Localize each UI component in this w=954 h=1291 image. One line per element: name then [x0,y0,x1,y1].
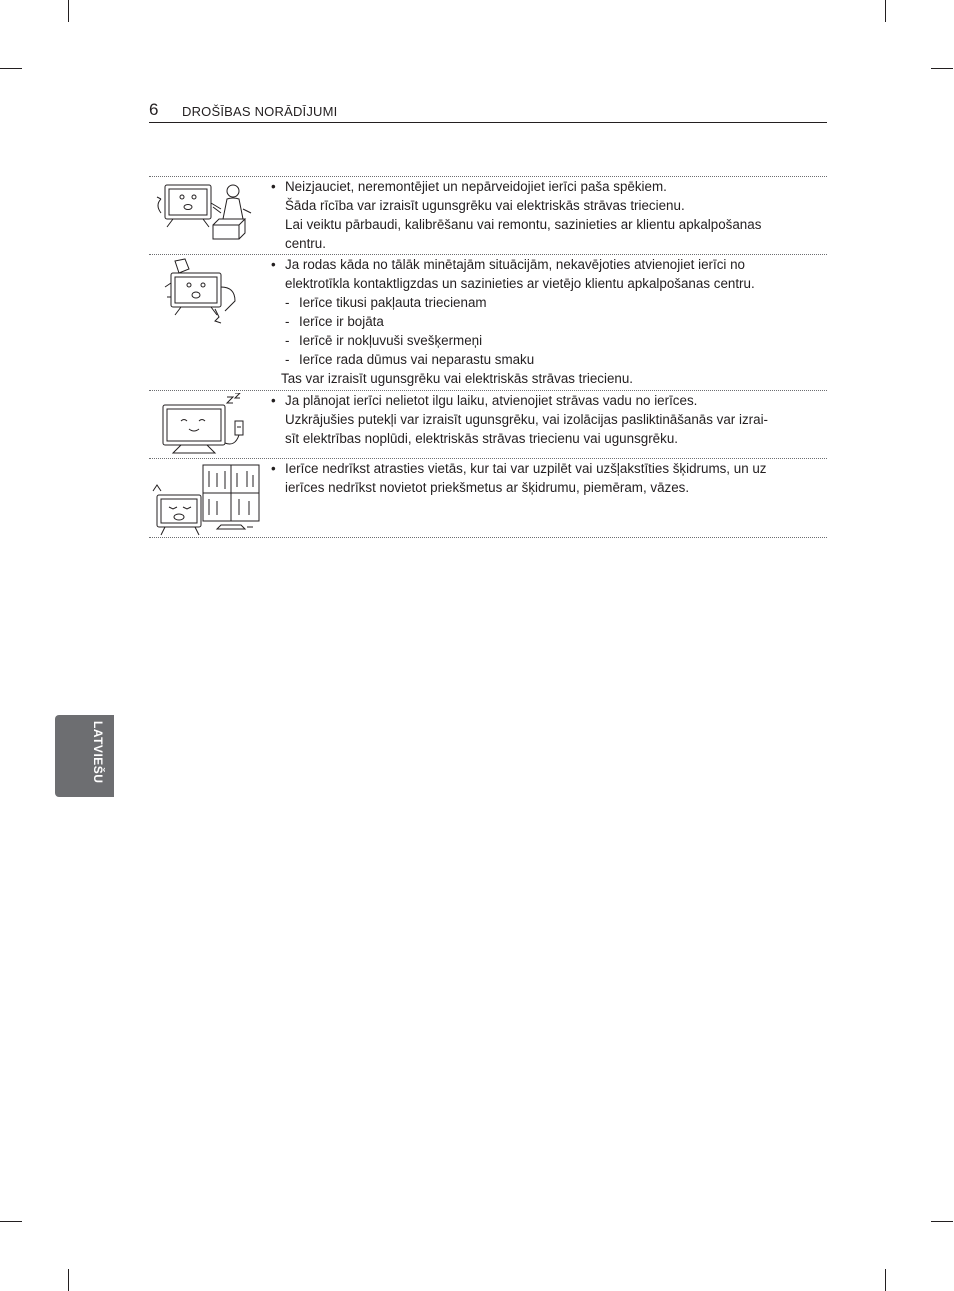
row-summary: Tas var izraisīt ugunsgrēku vai elektriskās strāvas triecienu. [281,371,634,386]
dash: - [285,333,290,348]
sub-item-text: Ierīcē ir nokļuvuši svešķermeņi [299,333,483,348]
tv-disassembly-warning-icon [151,179,263,249]
bullet-item [271,177,827,253]
crop-mark [0,1221,22,1222]
sub-item [271,350,827,369]
text-line: Ja plānojat ierīci nelietot ilgu laiku, atvienojiet strāvas vadu no ierīces. [285,393,698,408]
tv-sleeping-unplugged-icon [151,393,263,457]
page-number: 6 [149,100,159,119]
sub-item [271,293,827,312]
section-title: DROŠĪBAS NORĀDĪJUMI [182,104,338,119]
bullet-item [271,391,827,448]
sub-item-text: Ierīce tikusi pakļauta triecienam [299,295,487,310]
text-line: Neizjauciet, neremontējiet un nepārveidojiet ierīci paša spēkiem. [285,179,667,194]
sub-item-text: Ierīce rada dūmus vai neparastu smaku [299,352,535,367]
language-tab [55,715,114,797]
bullet: • [271,257,276,272]
dash: - [285,295,290,310]
safety-table [149,176,827,538]
safety-row [149,177,827,255]
text-line: Uzkrājušies putekļi var izraisīt ugunsgrēku, vai izolācijas pasliktināšanās var izrai- [285,412,768,427]
bullet: • [271,393,276,408]
sub-item [271,312,827,331]
crop-mark [931,1221,953,1222]
text-line: ierīces nedrīkst novietot priekšmetus ar šķidrumu, piemēram, vāzes. [285,480,690,495]
language-label: LATVIEŠU [91,721,105,784]
text-line: Šāda rīcība var izraisīt ugunsgrēku vai elektriskās strāvas triecienu. [285,198,685,213]
tv-window-rain-icon [151,461,263,537]
text-line: sīt elektrības noplūdi, elektriskās strāvas triecienu vai ugunsgrēku. [285,431,678,446]
crop-mark [68,0,69,22]
bullet-item [271,459,827,497]
text-line: elektrotīkla kontaktligzdas un sazinieties ar vietējo klientu apkalpošanas centru. [285,276,755,291]
sub-item [271,331,827,350]
safety-row [149,255,827,391]
text-line: centru. [285,236,326,251]
dash: - [285,352,290,367]
safety-row [149,459,827,538]
crop-mark [0,68,22,69]
row-text [271,177,827,253]
row-text [271,391,827,448]
safety-row [149,391,827,459]
bullet-item [271,255,827,293]
row-text [271,255,827,388]
text-line: Ierīce nedrīkst atrasties vietās, kur tai var uzpilēt vai uzšļakstīties šķidrums, un uz [285,461,767,476]
text-line: Lai veiktu pārbaudi, kalibrēšanu vai remontu, sazinieties ar klientu apkalpošanas [285,217,762,232]
page-header [149,100,827,123]
crop-mark [68,1269,69,1291]
text-line: Ja rodas kāda no tālāk minētajām situācijām, nekavējoties atvienojiet ierīci no [285,257,745,272]
crop-mark [885,0,886,22]
bullet: • [271,179,276,194]
dash: - [285,314,290,329]
crop-mark [931,68,953,69]
bullet: • [271,461,276,476]
crop-mark [885,1269,886,1291]
row-text [271,459,827,497]
sub-item-text: Ierīce ir bojāta [299,314,384,329]
tv-damaged-unplug-icon [151,257,263,327]
